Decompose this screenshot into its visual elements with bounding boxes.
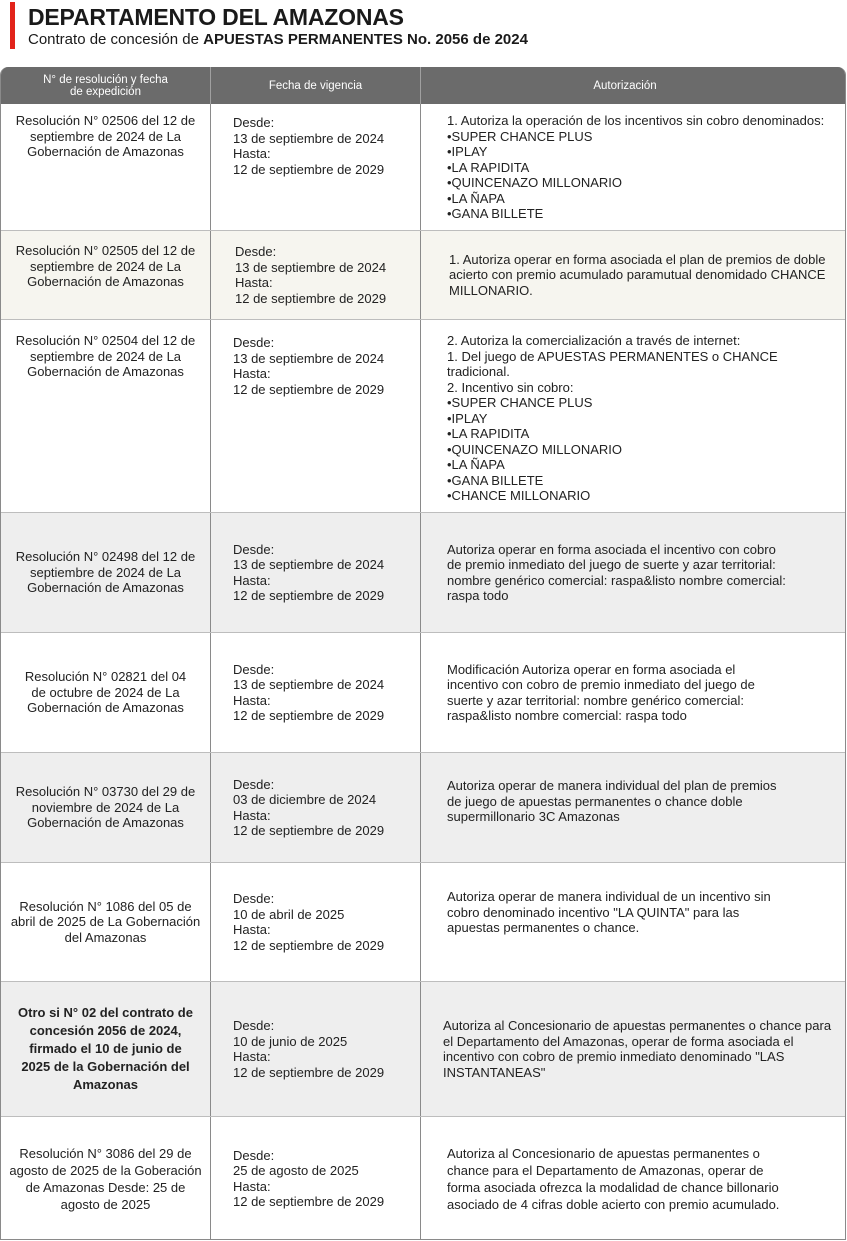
desde-date: 13 de septiembre de 2024 [233,130,385,146]
authorization-line: 2. Incentivo sin cobro: [447,379,574,395]
resolution-cell: Resolución N° 03730 del 29 de noviembre de 2024 de La Gobernación de Amazonas [1,753,211,862]
desde-label: Desde: [233,776,275,792]
hasta-date: 12 de septiembre de 2029 [233,1194,385,1209]
document-header [0,0,847,60]
authorization-line: •LA ÑAPA [447,457,505,472]
authorization-line: •IPLAY [447,144,488,159]
hasta-label: Hasta: [233,1049,271,1064]
authorization-text: Autoriza al Concesionario de apuestas permanentes o chance para el Departamento del Amazonas, operar de forma asociada el incentivo con cobro de premio inmediato denominado "LAS INSTANTANEAS" [443,1018,832,1080]
desde-label: Desde: [233,1147,275,1163]
authorization-text: 1. Autoriza operar en forma asociada el plan de premios de doble acierto con premio acumulado paramutual denomidado CHANCE MILLONARIO. [449,251,826,298]
table-row [1,231,845,320]
hasta-label: Hasta: [233,572,271,588]
hasta-date: 12 de septiembre de 2029 [233,1064,385,1080]
authorization-cell [421,231,846,319]
resolution-cell: Resolución N° 02498 del 12 de septiembre de 2024 de La Gobernación de Amazonas [1,513,211,632]
hasta-date: 12 de septiembre de 2029 [233,161,385,177]
authorization-line: •LA RAPIDITA [447,426,530,441]
desde-date: 13 de septiembre de 2024 [233,677,385,692]
resolution-cell: Resolución N° 3086 del 29 de agosto de 2025 de la Goberación de Amazonas Desde: 25 de agosto de 2025 [1,1117,211,1240]
hasta-date: 12 de septiembre de 2029 [233,823,385,838]
desde-label: Desde: [233,891,275,906]
column-header-resolution: N° de resolución y fecha de expedición [1,67,211,104]
red-accent-bar [10,2,15,49]
table-row [1,982,845,1117]
hasta-label: Hasta: [233,922,271,937]
authorization-line: 1. Del juego de APUESTAS PERMANENTES o CHANCE tradicional. [447,348,778,379]
hasta-date: 12 de septiembre de 2029 [235,290,387,306]
authorization-cell [421,1117,846,1240]
authorization-line: 2. Autoriza la comercialización a través de internet: [447,333,741,348]
hasta-date: 12 de septiembre de 2029 [233,937,385,953]
hasta-label: Hasta: [233,807,271,823]
authorization-text: Autoriza operar de manera individual del plan de premios de juego de apuestas permanentes o chance doble supermillonario 3C Amazonas [447,778,777,824]
authorization-line: •LA RAPIDITA [447,159,530,175]
resolution-cell: Resolución N° 1086 del 05 de abril de 2025 de La Gobernación del Amazonas [1,863,211,981]
resolution-cell: Resolución N° 02821 del 04 de octubre de 2024 de La Gobernación de Amazonas [1,633,211,752]
hasta-label: Hasta: [233,146,271,161]
desde-label: Desde: [233,1018,275,1033]
hasta-date: 12 de septiembre de 2029 [233,708,385,723]
validity-cell [211,320,421,512]
desde-label: Desde: [233,335,275,350]
authorization-line: •IPLAY [447,410,488,426]
desde-label: Desde: [235,244,277,259]
authorization-line: •CHANCE MILLONARIO [447,488,591,503]
hasta-date: 12 de septiembre de 2029 [233,381,385,397]
authorization-line: •GANA BILLETE [447,206,544,221]
authorization-line: •SUPER CHANCE PLUS [447,395,593,410]
table-row [1,513,845,633]
authorization-cell [421,863,846,981]
authorization-text: Autoriza operar de manera individual de un incentivo sin cobro denominado incentivo "LA QUINTA" para las apuestas permanentes o chance. [447,889,771,935]
authorization-line: •QUINCENAZO MILLONARIO [447,175,623,190]
column-header-validity: Fecha de vigencia [211,67,421,104]
authorization-cell [421,513,846,632]
resolution-cell: Otro si N° 02 del contrato de concesión 2056 de 2024, firmado el 10 de junio de 2025 de la Gobernación del Amazonas [1,982,211,1116]
validity-cell [211,104,421,230]
resolutions-table [0,67,846,1240]
authorization-line: •LA ÑAPA [447,190,505,206]
subtitle-contract: APUESTAS PERMANENTES No. 2056 de 2024 [203,31,528,48]
authorization-cell [421,633,846,752]
page-title: DEPARTAMENTO DEL AMAZONAS [28,4,404,30]
desde-label: Desde: [233,661,275,677]
hasta-label: Hasta: [235,275,273,290]
resolution-cell: Resolución N° 02505 del 12 de septiembre de 2024 de La Gobernación de Amazonas [1,231,211,319]
desde-date: 10 de junio de 2025 [233,1033,348,1049]
desde-date: 10 de abril de 2025 [233,906,345,922]
resolution-cell: Resolución N° 02506 del 12 de septiembre de 2024 de La Gobernación de Amazonas [1,104,211,230]
validity-cell [211,633,421,752]
validity-cell [211,982,421,1116]
table-row [1,1117,845,1240]
authorization-text: Autoriza al Concesionario de apuestas permanentes o chance para el Departamento de Amazonas, operar de forma asociada ofrezca la modalidad de chance billonario asociado de 4 cifras doble acierto con premio acumulado. [447,1145,780,1212]
table-row [1,753,845,863]
table-row [1,633,845,753]
hasta-label: Hasta: [233,366,271,381]
authorization-line: •QUINCENAZO MILLONARIO [447,441,623,457]
validity-cell [211,1117,421,1240]
desde-label: Desde: [233,115,275,130]
authorization-cell [421,320,846,512]
authorization-text: Autoriza operar en forma asociada el incentivo con cobro de premio inmediato del juego de suerte y azar territorial: nombre genérico comercial: raspa&listo nombre comercial: raspa todo [447,541,786,603]
authorization-line: •GANA BILLETE [447,472,544,488]
validity-cell [211,231,421,319]
desde-label: Desde: [233,541,275,557]
table-row [1,104,845,231]
desde-date: 13 de septiembre de 2024 [233,350,385,366]
authorization-cell [421,982,846,1116]
hasta-label: Hasta: [233,692,271,708]
subtitle-prefix: Contrato de concesión de [28,31,204,48]
table-row [1,863,845,982]
validity-cell [211,863,421,981]
hasta-date: 12 de septiembre de 2029 [233,588,385,603]
hasta-label: Hasta: [233,1178,271,1194]
column-header-authorization: Autorización [593,79,657,92]
authorization-cell [421,104,846,230]
desde-date: 25 de agosto de 2025 [233,1163,359,1178]
desde-date: 13 de septiembre de 2024 [233,557,385,572]
resolution-cell: Resolución N° 02504 del 12 de septiembre de 2024 de La Gobernación de Amazonas [1,320,211,512]
desde-date: 03 de diciembre de 2024 [233,792,377,807]
table-row [1,320,845,513]
desde-date: 13 de septiembre de 2024 [235,259,387,275]
authorization-line: •SUPER CHANCE PLUS [447,128,593,144]
table-header-row [1,67,845,104]
authorization-text: Modificación Autoriza operar en forma asociada el incentivo con cobro de premio inmediato del juego de suerte y azar territorial: nombre genérico comercial: raspa&listo nombre comercial: raspa todo [447,661,755,723]
validity-cell [211,513,421,632]
authorization-cell [421,753,846,862]
page-subtitle [28,31,528,48]
validity-cell [211,753,421,862]
authorization-line: 1. Autoriza la operación de los incentivos sin cobro denominados: [447,113,825,128]
